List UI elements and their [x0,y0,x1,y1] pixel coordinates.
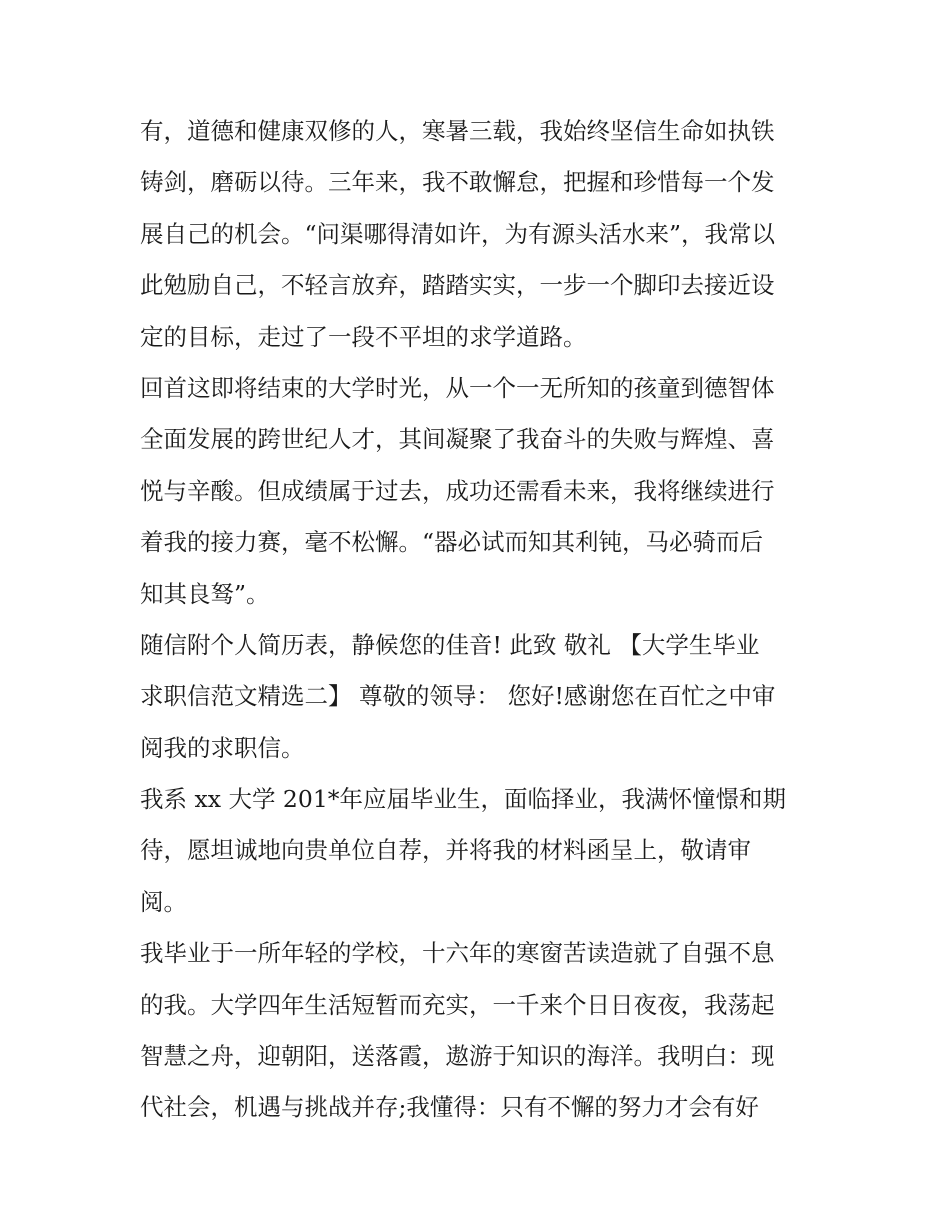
text-line: 回首这即将结束的大学时光，从一个一无所知的孩童到德智体 [140,373,775,402]
text-line: 知其良驽”。 [140,579,270,608]
text-line: 阅我的求职信。 [140,733,305,762]
text-line: 展自己的机会。“问渠哪得清如许，为有源头活水来”，我常以 [140,219,776,248]
paragraph [140,928,820,1134]
paragraph [140,620,820,774]
text-line: 全面发展的跨世纪人才，其间凝聚了我奋斗的失败与辉煌、喜 [140,425,775,454]
text-line: 智慧之舟，迎朝阳，送落霞，遨游于知识的海洋。我明白：现 [140,1042,775,1071]
text-line: 我毕业于一所年轻的学校，十六年的寒窗苦读造就了自强不息 [140,939,775,968]
text-line: 随信附个人简历表，静候您的佳音! 此致 敬礼 【大学生毕业 [140,630,760,659]
text-line: 代社会，机遇与挑战并存;我懂得：只有不懈的努力才会有好 [140,1093,759,1122]
text-line: 求职信范文精选二】 尊敬的领导： 您好!感谢您在百忙之中审 [140,682,776,711]
text-line: 此勉励自己，不轻言放弃，踏踏实实，一步一个脚印去接近设 [140,271,775,300]
paragraph [140,363,820,620]
text-line: 悦与辛酸。但成绩属于过去，成功还需看未来，我将继续进行 [140,476,775,505]
text-line: 有，道德和健康双修的人，寒暑三载，我始终坚信生命如执铁 [140,117,775,145]
document-body [140,106,820,1134]
text-line: 待，愿坦诚地向贵单位自荐，并将我的材料函呈上，敬请审 [140,836,751,865]
text-line: 阅。 [140,887,187,916]
paragraph [140,774,820,928]
paragraph [140,106,820,363]
text-line: 铸剑，磨砺以待。三年来，我不敢懈怠，把握和珍惜每一个发 [140,168,775,197]
text-line: 定的目标，走过了一段不平坦的求学道路。 [140,322,587,351]
text-line: 着我的接力赛，毫不松懈。“器必试而知其利钝，马必骑而后 [140,528,764,557]
text-line: 的我。大学四年生活短暂而充实，一千来个日日夜夜，我荡起 [140,990,775,1019]
text-line: 我系 xx 大学 201*年应届毕业生，面临择业，我满怀憧憬和期 [140,785,787,814]
